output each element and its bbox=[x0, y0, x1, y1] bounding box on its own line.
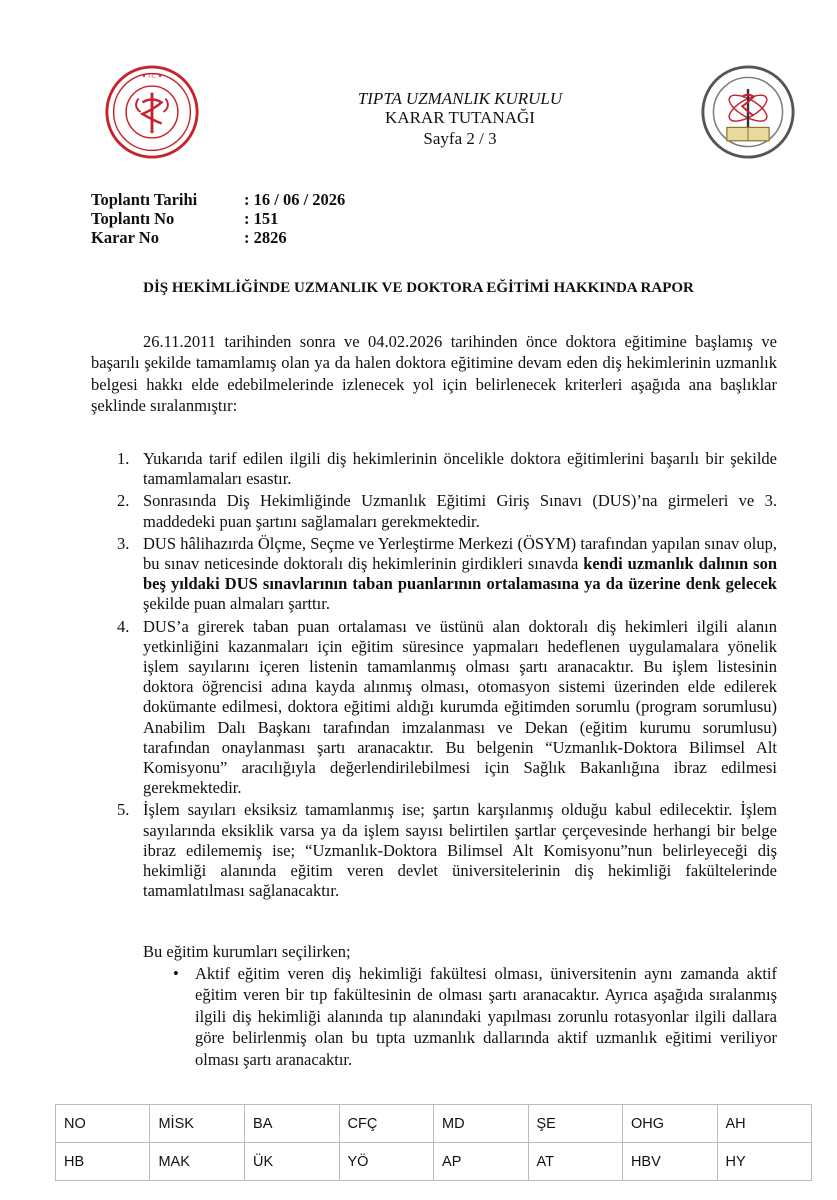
tipta-uzmanlik-kurulu-logo bbox=[700, 64, 796, 160]
meta-meeting-date: Toplantı Tarihi : 16 / 06 / 2026 bbox=[91, 190, 346, 209]
signature-table bbox=[55, 1104, 812, 1181]
table-row bbox=[56, 1105, 812, 1143]
meta-decision-no: Karar No : 2826 bbox=[91, 228, 287, 247]
criteria-list bbox=[117, 449, 777, 903]
page-number: Sayfa 2 / 3 bbox=[423, 129, 497, 148]
header-title: KARAR TUTANAĞI bbox=[385, 108, 535, 127]
meta-meeting-no: Toplantı No : 151 bbox=[91, 209, 279, 228]
signature-cell: HY bbox=[717, 1143, 812, 1181]
bullet-item: • Aktif eğitim veren diş hekimliği fakültesi olması, üniversitenin aynı zamanda aktif eğitim veren bir tıp fakültesinin de olması şartı aranacaktır. Ayrıca aşağıda sıralanmış ilgili diş hekimliği alanında tıp alanındaki yapılması zorunlu rotasyonlar ilgili dallara göre belirlenmiş olan bu tıpta uzmanlık dallarında aktif uzmanlık eğitimi veriliyor olması şartı aranacaktır. bbox=[173, 964, 777, 1069]
signature-cell: HB bbox=[56, 1143, 150, 1181]
signature-cell: MAK bbox=[150, 1143, 245, 1181]
svg-text:★ T.C. ★: ★ T.C. ★ bbox=[141, 74, 163, 80]
list-item: 3. DUS hâlihazırda Ölçme, Seçme ve Yerleştirme Merkezi (ÖSYM) tarafından yapılan sınav olup, bu sınav neticesinde doktoralı diş hekimlerinin girdikleri sınavda kendi uzmanlık dalının son beş yıldaki DUS sınavlarının taban puanlarının ortalamasına ya da üzerine denk gelecek şekilde puan almaları şarttır. bbox=[117, 533, 777, 614]
signature-cell: ŞE bbox=[528, 1105, 622, 1143]
signature-cell: AT bbox=[528, 1143, 622, 1181]
signature-cell: MD bbox=[434, 1105, 528, 1143]
signature-cell: YÖ bbox=[339, 1143, 434, 1181]
bullet-icon: • bbox=[173, 964, 179, 983]
intro-paragraph: 26.11.2011 tarihinden sonra ve 04.02.2026 tarihinden önce doktora eğitimine başlamış ve başarılı şekilde tamamlamış olan ya da halen doktora eğitimine devam eden diş hekimlerinin uzmanlık belgesi hakkı elde edebilmelerinde izlenecek yol için belirlenecek kriterleri aşağıda ana başlıklar şeklinde sıralanmıştır: bbox=[91, 332, 777, 416]
table-row bbox=[56, 1143, 812, 1181]
signature-cell: AP bbox=[434, 1143, 528, 1181]
list-item: 5. İşlem sayıları eksiksiz tamamlanmış ise; şartın karşılanmış olduğu kabul edilecektir. İşlem sayılarında eksiklik varsa ya da işlem sayısı belirtilen şartlar çerçevesinde herhangi bir belge ibraz edilememiş ise; “Uzmanlık-Doktora Bilimsel Alt Komisyonu”nun belirleyeceği diş hekimliği alanında eğitim veren devlet üniversitelerinin diş hekimliği fakültelerinde tamamlatılması sağlanacaktır. bbox=[117, 800, 777, 901]
list-item: 4. DUS’a girerek taban puan ortalaması ve üstünü alan doktoralı diş hekimleri ilgili alanın yetkinliğini kazanmaları için eğitim süresince yapmaları hedeflenen uygulamalara yönelik işlem sayılarını içeren listenin tamamlanmış olması şartı aranacaktır. Bu işlem listesinin doktora öğrencisi adına kayda alınmış olması, otomasyon sistemi üzerinden elde edilerek dokümante edilmesi, doktora eğitimi aldığı kurumda eğitimden sorumlu (program sorumlusu) Anabilim Dalı Başkanı tarafından imzalanması ve Dekan (eğitim kurumu sorumlusu) tarafından onaylanması şartı aranacaktır. Bu belgenin “Uzmanlık-Doktora Bilimsel Alt Komisyonu” aracılığıyla değerlendirilebilmesi için Sağlık Bakanlığına ibraz edilmesi gerekmektedir. bbox=[117, 616, 777, 798]
list-item: 2. Sonrasında Diş Hekimliğinde Uzmanlık Eğitimi Giriş Sınavı (DUS)’na girmeleri ve 3. maddedeki puan şartını sağlamaları gerekmektedir. bbox=[117, 491, 777, 531]
document-title: DİŞ HEKİMLİĞİNDE UZMANLIK VE DOKTORA EĞİTİMİ HAKKINDA RAPOR bbox=[143, 280, 694, 296]
signature-cell: AH bbox=[717, 1105, 812, 1143]
header-org: TIPTA UZMANLIK KURULU bbox=[357, 89, 563, 108]
signature-cell: CFÇ bbox=[339, 1105, 434, 1143]
signature-cell: ÜK bbox=[245, 1143, 339, 1181]
ministry-of-health-logo bbox=[104, 64, 200, 160]
signature-cell: MİSK bbox=[150, 1105, 245, 1143]
signature-cell: OHG bbox=[622, 1105, 717, 1143]
signature-cell: NO bbox=[56, 1105, 150, 1143]
education-intro: Bu eğitim kurumları seçilirken; bbox=[143, 942, 351, 961]
signature-cell: BA bbox=[245, 1105, 339, 1143]
signature-cell: HBV bbox=[622, 1143, 717, 1181]
list-item: 1. Yukarıda tarif edilen ilgili diş hekimlerinin öncelikle doktora eğitimlerini başarılı bir şekilde tamamlamaları esastır. bbox=[117, 449, 777, 489]
